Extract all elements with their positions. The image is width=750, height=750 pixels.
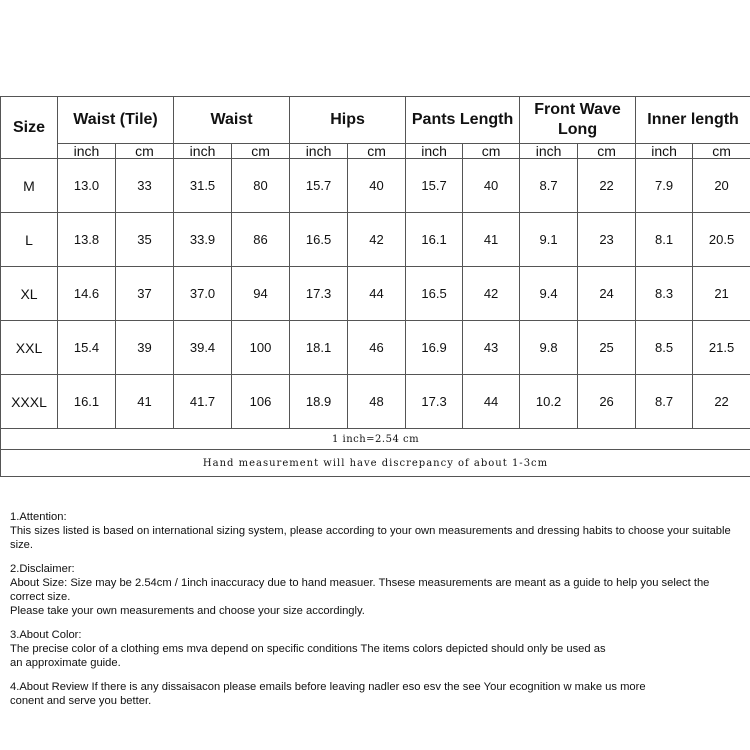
table-cell: 8.7 <box>636 375 693 429</box>
table-cell: 42 <box>348 213 406 267</box>
table-cell: 22 <box>578 159 636 213</box>
unit-row <box>1 144 750 159</box>
note-line: This sizes listed is based on international sizing system, please according to your own measurements and dressing habits to choose your suitable size. <box>10 525 731 551</box>
table-cell: 31.5 <box>174 159 232 213</box>
table-cell: 20 <box>693 159 750 213</box>
note-title: 2.Disclaimer: <box>10 563 75 575</box>
table-cell: 94 <box>232 267 290 321</box>
table-cell: 40 <box>463 159 520 213</box>
table-cell: 42 <box>463 267 520 321</box>
note-line: an approximate guide. <box>10 657 121 669</box>
conversion-note: 1 inch=2.54 cm <box>1 429 750 450</box>
table-cell: 8.3 <box>636 267 693 321</box>
header-hips: Hips <box>290 97 406 144</box>
table-cell: 16.1 <box>406 213 463 267</box>
table-cell: 24 <box>578 267 636 321</box>
table-cell: 26 <box>578 375 636 429</box>
table-cell: 13.0 <box>58 159 116 213</box>
header-inner-length: Inner length <box>636 97 750 144</box>
table-cell: 17.3 <box>406 375 463 429</box>
note-block <box>10 510 746 552</box>
note-line: About Size: Size may be 2.54cm / 1inch inaccuracy due to hand measuer. Thsese measurements are meant as a guide to help you select the correct size. <box>10 577 710 603</box>
unit-header-inch: inch <box>290 144 348 159</box>
unit-header-cm: cm <box>348 144 406 159</box>
table-cell: 22 <box>693 375 750 429</box>
table-cell: 13.8 <box>58 213 116 267</box>
table-cell: 7.9 <box>636 159 693 213</box>
note-block <box>10 628 746 670</box>
header-waist: Waist <box>174 97 290 144</box>
table-cell: 33.9 <box>174 213 232 267</box>
unit-header-inch: inch <box>174 144 232 159</box>
table-cell: 17.3 <box>290 267 348 321</box>
header-front-wave-long: Front Wave Long <box>520 97 636 144</box>
table-cell: 20.5 <box>693 213 750 267</box>
table-cell: 15.7 <box>290 159 348 213</box>
table-row <box>1 267 750 321</box>
table-cell: 46 <box>348 321 406 375</box>
note-title: 3.About Color: <box>10 629 82 641</box>
table-cell: 37.0 <box>174 267 232 321</box>
table-cell: 86 <box>232 213 290 267</box>
unit-header-cm: cm <box>463 144 520 159</box>
table-row <box>1 213 750 267</box>
table-cell: 41 <box>116 375 174 429</box>
table-cell: 9.8 <box>520 321 578 375</box>
size-chart-table <box>0 96 750 477</box>
note-block <box>10 562 746 618</box>
table-cell: 8.7 <box>520 159 578 213</box>
table-cell: 23 <box>578 213 636 267</box>
size-label: L <box>1 213 58 267</box>
header-pants-length: Pants Length <box>406 97 520 144</box>
table-cell: 14.6 <box>58 267 116 321</box>
note-line: conent and serve you better. <box>10 695 152 707</box>
discrepancy-row <box>1 450 750 477</box>
size-label: XXXL <box>1 375 58 429</box>
table-cell: 10.2 <box>520 375 578 429</box>
note-line: Please take your own measurements and choose your size accordingly. <box>10 605 365 617</box>
table-cell: 18.9 <box>290 375 348 429</box>
size-label: M <box>1 159 58 213</box>
table-cell: 41.7 <box>174 375 232 429</box>
table-cell: 80 <box>232 159 290 213</box>
table-cell: 44 <box>348 267 406 321</box>
notes-section <box>10 510 746 718</box>
table-cell: 39.4 <box>174 321 232 375</box>
table-cell: 16.5 <box>290 213 348 267</box>
table-cell: 25 <box>578 321 636 375</box>
table-cell: 16.5 <box>406 267 463 321</box>
table-cell: 43 <box>463 321 520 375</box>
table-cell: 21 <box>693 267 750 321</box>
table-cell: 15.4 <box>58 321 116 375</box>
unit-header-cm: cm <box>693 144 750 159</box>
table-cell: 8.1 <box>636 213 693 267</box>
unit-header-cm: cm <box>232 144 290 159</box>
table-cell: 8.5 <box>636 321 693 375</box>
table-cell: 41 <box>463 213 520 267</box>
table-cell: 37 <box>116 267 174 321</box>
size-label: XXL <box>1 321 58 375</box>
table-cell: 35 <box>116 213 174 267</box>
table-cell: 21.5 <box>693 321 750 375</box>
table-cell: 9.4 <box>520 267 578 321</box>
table-cell: 48 <box>348 375 406 429</box>
unit-header-inch: inch <box>58 144 116 159</box>
table-cell: 44 <box>463 375 520 429</box>
table-cell: 39 <box>116 321 174 375</box>
unit-header-inch: inch <box>636 144 693 159</box>
table-cell: 9.1 <box>520 213 578 267</box>
note-line: The precise color of a clothing ems mva depend on specific conditions The items colors depicted should only be used as <box>10 643 606 655</box>
note-title: 1.Attention: <box>10 511 67 523</box>
size-label: XL <box>1 267 58 321</box>
table-cell: 15.7 <box>406 159 463 213</box>
table-cell: 100 <box>232 321 290 375</box>
table-cell: 106 <box>232 375 290 429</box>
size-column-header: Size <box>1 97 58 159</box>
table-row <box>1 159 750 213</box>
table-cell: 33 <box>116 159 174 213</box>
table-cell: 16.9 <box>406 321 463 375</box>
note-title: 4.About Review If there is any dissaisacon please emails before leaving nadler eso esv the see Your ecognition w make us more <box>10 681 646 693</box>
table-cell: 16.1 <box>58 375 116 429</box>
unit-header-inch: inch <box>406 144 463 159</box>
discrepancy-note: Hand measurement will have discrepancy of about 1-3cm <box>1 450 750 477</box>
table-row <box>1 321 750 375</box>
conversion-row <box>1 429 750 450</box>
note-block <box>10 680 746 708</box>
data-rows <box>1 159 750 429</box>
table-cell: 40 <box>348 159 406 213</box>
table-cell: 18.1 <box>290 321 348 375</box>
unit-header-inch: inch <box>520 144 578 159</box>
header-row <box>1 97 750 144</box>
header-waist-tile: Waist (Tile) <box>58 97 174 144</box>
unit-header-cm: cm <box>578 144 636 159</box>
table-row <box>1 375 750 429</box>
unit-header-cm: cm <box>116 144 174 159</box>
